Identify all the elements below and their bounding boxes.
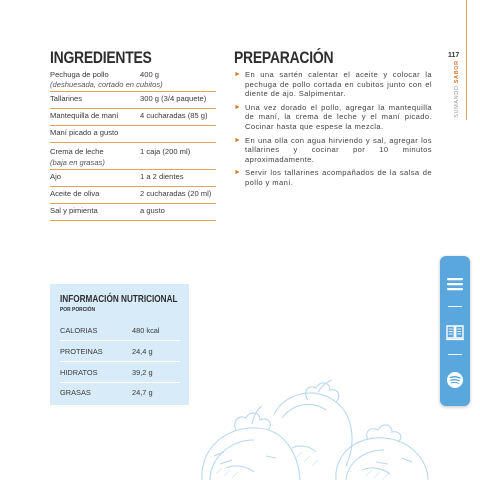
preparation-steps (234, 70, 432, 192)
ingredient-name: Maní picado a gusto (50, 128, 119, 137)
preparation-step (234, 103, 432, 132)
ingredient-name: Aceite de oliva (50, 189, 100, 198)
nutrition-label: CALORIAS (60, 326, 98, 335)
bullet-icon: ► (234, 169, 242, 177)
bullet-icon: ► (234, 136, 242, 144)
ingredients-table (50, 68, 216, 221)
ingredient-row (50, 187, 216, 204)
step-text: En una sartén calentar el aceite y colocar la pechuga de pollo cortada en cubitos junto con el diente de ajo. Salpimentar. (245, 70, 432, 99)
nutrition-value: 480 kcal (132, 326, 160, 335)
bullet-icon: ► (234, 71, 242, 78)
ingredient-qty: 4 cucharadas (85 g) (140, 111, 208, 120)
ingredient-note-row (50, 79, 216, 92)
ingredients-title: INGREDIENTES (50, 48, 152, 67)
nutrition-row (60, 343, 180, 362)
nutrition-label: GRASAS (60, 388, 91, 397)
nutrition-row (60, 322, 180, 341)
nutrition-title: INFORMACIÓN NUTRICIONAL (60, 294, 178, 305)
nutrition-value: 39,2 g (132, 368, 153, 377)
ingredient-qty: 300 g (3/4 paquete) (140, 94, 207, 103)
ingredient-row (50, 204, 216, 221)
ingredient-qty: a gusto (140, 206, 165, 215)
ingredient-row (50, 126, 216, 143)
ingredient-note: (deshuesada, cortado en cubitos) (50, 80, 163, 89)
nutrition-value: 24,4 g (132, 347, 153, 356)
preparation-step (234, 136, 432, 165)
bullet-icon: ► (234, 103, 242, 111)
section-label-a: SUMANDO (454, 85, 460, 118)
step-text: Servir los tallarines acompañados de la salsa de pollo y maní. (245, 168, 432, 187)
ingredient-qty: 400 g (140, 70, 160, 79)
panel-divider (448, 306, 462, 307)
ingredient-name: Crema de leche (50, 147, 104, 156)
ingredient-qty: 1 caja (200 ml) (140, 147, 191, 156)
ingredient-qty: 1 a 2 dientes (140, 172, 184, 181)
menu-icon[interactable] (445, 274, 465, 294)
nutrition-row (60, 364, 180, 383)
book-icon[interactable] (445, 322, 465, 342)
preparation-title: PREPARACIÓN (234, 48, 334, 67)
nutrition-label: HIDRATOS (60, 368, 98, 377)
nutrition-box (50, 284, 189, 405)
nutrition-value: 24,7 g (132, 388, 153, 397)
nutrition-label: PROTEINAS (60, 347, 103, 356)
ingredient-row (50, 109, 216, 126)
ingredient-row (50, 143, 216, 157)
ingredient-qty: 2 cucharadas (20 ml) (140, 189, 212, 198)
ingredient-name: Ajo (50, 172, 61, 181)
ingredient-row (50, 92, 216, 109)
tomato-illustration (196, 378, 436, 480)
ingredient-name: Mantequilla de maní (50, 111, 119, 120)
side-panel (440, 256, 470, 406)
page-number: 117 (448, 52, 460, 59)
preparation-step (234, 168, 432, 187)
nutrition-row (60, 384, 180, 402)
section-label (452, 60, 462, 118)
ingredient-row (50, 68, 216, 79)
preparation-step (234, 70, 432, 99)
section-label-b: SABOR (454, 60, 460, 84)
ingredient-row (50, 170, 216, 187)
ingredient-name: Pechuga de pollo (50, 70, 109, 79)
ingredient-name: Tallarines (50, 94, 83, 103)
nutrition-subtitle: POR PORCIÓN (60, 307, 96, 313)
step-text: En una olla con agua hirviendo y sal, agregar los tallarines y cocinar por 10 minutos aproximadamente. (245, 135, 432, 164)
step-text: Una vez dorado el pollo, agregar la mantequilla de maní, la crema de leche y el maní picado. Cocinar hasta que espese la mezcla. (245, 102, 432, 131)
spotify-icon[interactable] (445, 370, 465, 390)
ingredient-note: (baja en grasas) (50, 158, 105, 167)
margin-divider (466, 0, 467, 120)
ingredient-note-row (50, 157, 216, 170)
panel-divider (448, 354, 462, 355)
ingredient-name: Sal y pimienta (50, 206, 98, 215)
